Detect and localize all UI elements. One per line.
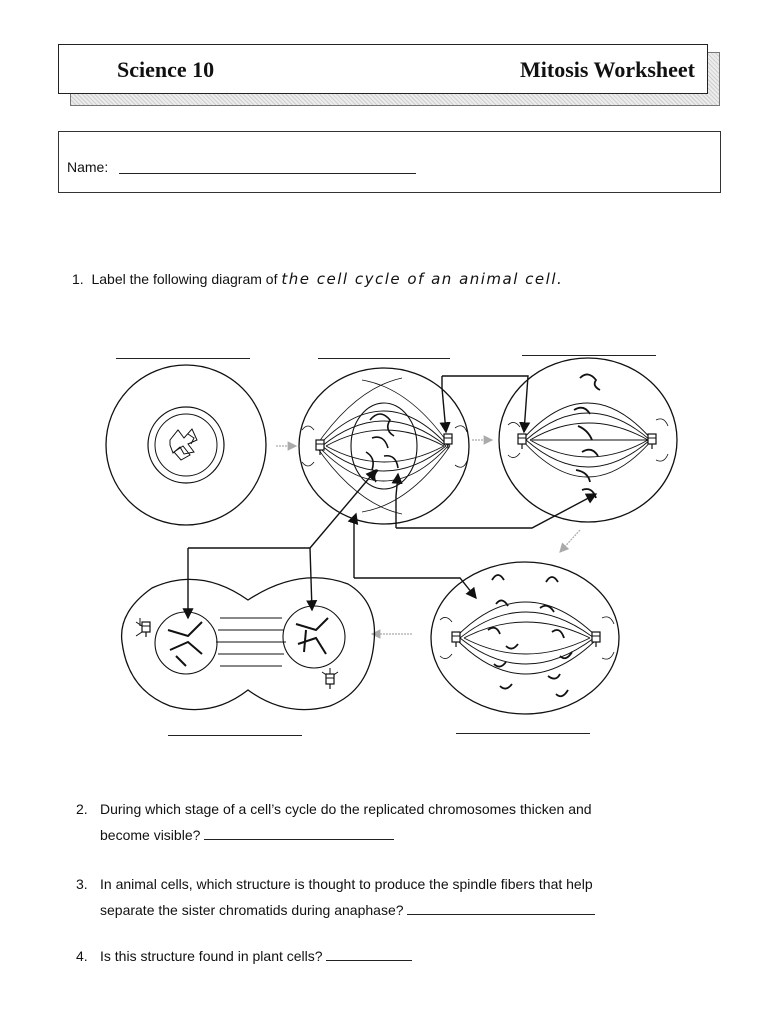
question-3-line2: separate the sister chromatids during anaphase? bbox=[100, 902, 404, 918]
name-label: Name: bbox=[67, 159, 109, 175]
cell-telophase bbox=[122, 578, 375, 710]
question-3-number: 3. bbox=[76, 876, 88, 892]
course-title: Science 10 bbox=[117, 57, 215, 82]
progression-arrow-3 bbox=[560, 530, 580, 552]
question-2-answer-blank[interactable] bbox=[204, 825, 394, 840]
label-arrows bbox=[188, 376, 596, 618]
cell-metaphase bbox=[499, 358, 677, 522]
worksheet-title: Mitosis Worksheet bbox=[520, 57, 695, 82]
question-2-line1: During which stage of a cell’s cycle do the replicated chromosomes thicken and bbox=[100, 801, 592, 817]
cell-interphase bbox=[106, 365, 266, 525]
question-4-number: 4. bbox=[76, 948, 88, 964]
question-1-number: 1. bbox=[72, 271, 84, 287]
question-2 bbox=[76, 796, 592, 848]
question-4-answer-blank[interactable] bbox=[326, 946, 412, 961]
question-3-line1: In animal cells, which structure is thought to produce the spindle fibers that help bbox=[100, 876, 593, 892]
question-4 bbox=[76, 943, 412, 969]
question-2-number: 2. bbox=[76, 801, 88, 817]
question-3 bbox=[76, 871, 595, 923]
question-1-text: Label the following diagram of bbox=[91, 271, 278, 287]
question-3-answer-blank[interactable] bbox=[407, 900, 595, 915]
cell-prophase bbox=[299, 368, 469, 524]
cell-anaphase bbox=[431, 562, 619, 714]
question-2-line2: become visible? bbox=[100, 827, 201, 843]
question-1-handwritten: the cell cycle of an animal cell. bbox=[281, 270, 564, 288]
question-4-text: Is this structure found in plant cells? bbox=[100, 948, 323, 964]
